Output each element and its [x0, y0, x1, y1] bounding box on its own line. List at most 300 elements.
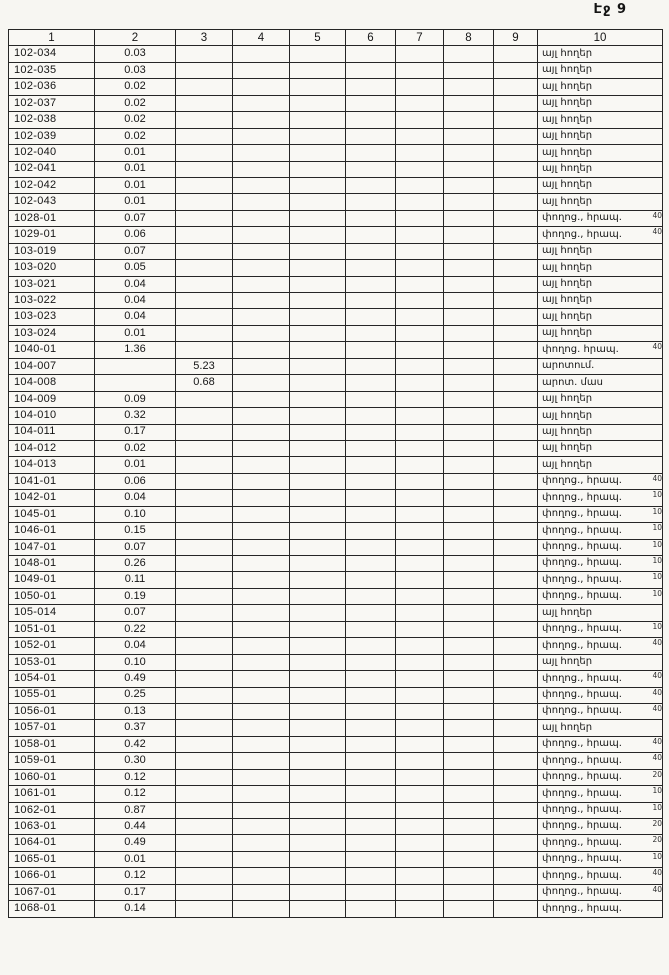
- page-number-label: Էջ 9: [593, 2, 627, 17]
- margin-note: 10: [652, 802, 662, 812]
- cell-col5: [290, 128, 346, 144]
- cell-col7: [396, 227, 444, 243]
- table-row: [9, 884, 663, 900]
- cell-col8: [444, 605, 494, 621]
- cell-col3: [176, 851, 233, 867]
- cell-col7: [396, 145, 444, 161]
- margin-note: 10: [652, 588, 662, 598]
- cell-col6: [346, 786, 396, 802]
- cell-col6: [346, 62, 396, 78]
- cell-col4: [233, 703, 290, 719]
- cell-col2: 0.01: [95, 177, 176, 193]
- column-header-8: 8: [444, 30, 494, 46]
- cell-col1: 104-013: [9, 457, 95, 473]
- cell-col9: [494, 210, 538, 226]
- cell-col8: [444, 523, 494, 539]
- cell-col8: [444, 556, 494, 572]
- cell-col5: [290, 227, 346, 243]
- cell-col10: այլ հողեր: [538, 194, 663, 210]
- cell-col8: [444, 884, 494, 900]
- cell-col9: [494, 884, 538, 900]
- cell-col8: [444, 194, 494, 210]
- cell-col9: [494, 260, 538, 276]
- cell-col2: 0.12: [95, 769, 176, 785]
- cell-col6: [346, 473, 396, 489]
- table-row: [9, 391, 663, 407]
- cell-col6: [346, 736, 396, 752]
- cell-col5: [290, 457, 346, 473]
- cell-col3: [176, 621, 233, 637]
- cell-col1: 1059-01: [9, 753, 95, 769]
- cell-col6: [346, 556, 396, 572]
- cell-col2: 0.05: [95, 260, 176, 276]
- cell-col9: [494, 276, 538, 292]
- cell-col5: [290, 703, 346, 719]
- cell-col5: [290, 588, 346, 604]
- cell-col2: 0.02: [95, 440, 176, 456]
- cell-col3: [176, 490, 233, 506]
- cell-col5: [290, 868, 346, 884]
- cell-col3: [176, 227, 233, 243]
- cell-col7: [396, 325, 444, 341]
- cell-col10: այլ հողեր: [538, 145, 663, 161]
- table-row: [9, 112, 663, 128]
- cell-col2: 0.42: [95, 736, 176, 752]
- cell-col7: [396, 654, 444, 670]
- cell-col3: [176, 539, 233, 555]
- cell-col3: [176, 786, 233, 802]
- table-row: [9, 605, 663, 621]
- cell-col4: [233, 243, 290, 259]
- margin-note: 40: [652, 473, 662, 483]
- margin-note: 40: [652, 227, 662, 237]
- cell-col9: [494, 342, 538, 358]
- table-row: [9, 819, 663, 835]
- cell-col4: [233, 736, 290, 752]
- cell-col9: [494, 293, 538, 309]
- cell-col4: [233, 161, 290, 177]
- cell-col4: [233, 227, 290, 243]
- cell-col9: [494, 605, 538, 621]
- cell-col2: 0.22: [95, 621, 176, 637]
- table-row: [9, 490, 663, 506]
- cell-col10: այլ հողեր: [538, 128, 663, 144]
- cell-col7: [396, 539, 444, 555]
- table-row: [9, 539, 663, 555]
- cell-col1: 1064-01: [9, 835, 95, 851]
- cell-col10: այլ հողեր: [538, 654, 663, 670]
- cell-col1: 1061-01: [9, 786, 95, 802]
- cell-col7: [396, 391, 444, 407]
- table-row: [9, 786, 663, 802]
- cell-col9: [494, 194, 538, 210]
- cell-col9: [494, 539, 538, 555]
- cell-col7: [396, 753, 444, 769]
- cell-col5: [290, 556, 346, 572]
- table-row: [9, 621, 663, 637]
- cell-col7: [396, 901, 444, 917]
- cell-col5: [290, 901, 346, 917]
- cell-col3: [176, 802, 233, 818]
- cell-col2: 1.36: [95, 342, 176, 358]
- cell-col3: [176, 293, 233, 309]
- cell-col3: [176, 408, 233, 424]
- cell-col5: [290, 210, 346, 226]
- cell-col1: 1054-01: [9, 671, 95, 687]
- cell-col1: 1063-01: [9, 819, 95, 835]
- cell-col8: [444, 79, 494, 95]
- cell-col9: [494, 490, 538, 506]
- cell-col9: [494, 62, 538, 78]
- cell-col9: [494, 177, 538, 193]
- cell-col4: [233, 112, 290, 128]
- cell-col6: [346, 227, 396, 243]
- column-header-1: 1: [9, 30, 95, 46]
- cell-col9: [494, 720, 538, 736]
- cell-col1: 1047-01: [9, 539, 95, 555]
- cell-col7: [396, 621, 444, 637]
- cell-col4: [233, 391, 290, 407]
- table-row: [9, 309, 663, 325]
- cell-col1: 102-042: [9, 177, 95, 193]
- cell-col7: [396, 293, 444, 309]
- cell-col8: [444, 325, 494, 341]
- cell-col1: 1055-01: [9, 687, 95, 703]
- cell-col2: 0.04: [95, 490, 176, 506]
- cell-col10: արոտ. մաս: [538, 375, 663, 391]
- cell-col7: [396, 358, 444, 374]
- cell-col9: [494, 654, 538, 670]
- cell-col3: [176, 605, 233, 621]
- cell-col9: [494, 523, 538, 539]
- cell-col3: 0.68: [176, 375, 233, 391]
- table-row: [9, 506, 663, 522]
- cell-col7: [396, 703, 444, 719]
- cell-col9: [494, 473, 538, 489]
- cell-col5: [290, 605, 346, 621]
- table-row: [9, 128, 663, 144]
- cell-col2: 0.06: [95, 227, 176, 243]
- cell-col3: [176, 572, 233, 588]
- cell-col10: փողոց., հրապ. 40: [538, 473, 663, 489]
- cell-col4: [233, 687, 290, 703]
- table-row: [9, 473, 663, 489]
- cell-col4: [233, 539, 290, 555]
- column-header-5: 5: [290, 30, 346, 46]
- cell-col5: [290, 260, 346, 276]
- cell-col6: [346, 835, 396, 851]
- cell-col10: փողոց., հրապ. 10: [538, 802, 663, 818]
- cell-col9: [494, 506, 538, 522]
- cell-col8: [444, 851, 494, 867]
- cell-col4: [233, 556, 290, 572]
- cell-col4: [233, 62, 290, 78]
- table-row: [9, 342, 663, 358]
- cell-col2: 0.06: [95, 473, 176, 489]
- cell-col2: 0.04: [95, 309, 176, 325]
- cell-col8: [444, 473, 494, 489]
- cell-col6: [346, 901, 396, 917]
- cell-col8: [444, 621, 494, 637]
- cell-col5: [290, 342, 346, 358]
- cell-col6: [346, 128, 396, 144]
- cell-col9: [494, 95, 538, 111]
- cell-col3: [176, 523, 233, 539]
- margin-note: 10: [652, 490, 662, 500]
- cell-col9: [494, 440, 538, 456]
- cell-col6: [346, 703, 396, 719]
- cell-col9: [494, 46, 538, 62]
- cell-col8: [444, 901, 494, 917]
- cell-col5: [290, 243, 346, 259]
- cell-col3: [176, 194, 233, 210]
- cell-col1: 102-039: [9, 128, 95, 144]
- cell-col8: [444, 375, 494, 391]
- column-header-9: 9: [494, 30, 538, 46]
- cell-col6: [346, 572, 396, 588]
- cell-col4: [233, 210, 290, 226]
- cell-col2: 0.02: [95, 95, 176, 111]
- cell-col8: [444, 161, 494, 177]
- cell-col9: [494, 375, 538, 391]
- cell-col2: 0.15: [95, 523, 176, 539]
- table-row: [9, 177, 663, 193]
- cell-col10: այլ հողեր: [538, 46, 663, 62]
- margin-note: 40: [652, 868, 662, 878]
- cell-col1: 104-011: [9, 424, 95, 440]
- cell-col1: 103-021: [9, 276, 95, 292]
- cell-col6: [346, 424, 396, 440]
- table-row: [9, 210, 663, 226]
- cell-col9: [494, 851, 538, 867]
- cell-col4: [233, 177, 290, 193]
- cell-col1: 1053-01: [9, 654, 95, 670]
- cell-col5: [290, 523, 346, 539]
- cell-col7: [396, 588, 444, 604]
- cell-col9: [494, 868, 538, 884]
- column-header-10: 10: [538, 30, 663, 46]
- cell-col7: [396, 868, 444, 884]
- cell-col7: [396, 786, 444, 802]
- cell-col9: [494, 227, 538, 243]
- cell-col9: [494, 671, 538, 687]
- cell-col7: [396, 884, 444, 900]
- cell-col3: [176, 62, 233, 78]
- cell-col7: [396, 161, 444, 177]
- table-row: [9, 556, 663, 572]
- table-row: [9, 654, 663, 670]
- cell-col10: փողոց., հրապ. 40: [538, 638, 663, 654]
- cell-col7: [396, 671, 444, 687]
- cell-col7: [396, 523, 444, 539]
- cell-col9: [494, 391, 538, 407]
- cell-col1: 1062-01: [9, 802, 95, 818]
- cell-col2: 0.01: [95, 194, 176, 210]
- cell-col10: այլ հողեր: [538, 457, 663, 473]
- cell-col5: [290, 276, 346, 292]
- table-row: [9, 243, 663, 259]
- margin-note: 40: [652, 703, 662, 713]
- cell-col9: [494, 325, 538, 341]
- cell-col3: [176, 868, 233, 884]
- cell-col10: այլ հողեր: [538, 325, 663, 341]
- cell-col3: [176, 79, 233, 95]
- cell-col7: [396, 556, 444, 572]
- cell-col5: [290, 506, 346, 522]
- cell-col2: 0.37: [95, 720, 176, 736]
- cell-col4: [233, 309, 290, 325]
- cell-col9: [494, 243, 538, 259]
- cell-col2: 0.02: [95, 128, 176, 144]
- cell-col8: [444, 572, 494, 588]
- cell-col9: [494, 309, 538, 325]
- cell-col9: [494, 621, 538, 637]
- cell-col1: 1040-01: [9, 342, 95, 358]
- cell-col4: [233, 375, 290, 391]
- cell-col9: [494, 736, 538, 752]
- cell-col7: [396, 802, 444, 818]
- cell-col6: [346, 457, 396, 473]
- table-row: [9, 62, 663, 78]
- table-row: [9, 95, 663, 111]
- cell-col10: փողոց., հրապ. 40: [538, 753, 663, 769]
- cell-col9: [494, 819, 538, 835]
- cell-col10: այլ հողեր: [538, 62, 663, 78]
- table-row: [9, 753, 663, 769]
- cell-col3: [176, 835, 233, 851]
- cell-col9: [494, 769, 538, 785]
- cell-col10: այլ հողեր: [538, 276, 663, 292]
- cell-col7: [396, 276, 444, 292]
- cell-col3: [176, 391, 233, 407]
- cell-col2: 0.25: [95, 687, 176, 703]
- cell-col8: [444, 802, 494, 818]
- cell-col1: 102-037: [9, 95, 95, 111]
- cell-col5: [290, 145, 346, 161]
- cell-col4: [233, 835, 290, 851]
- cell-col1: 104-009: [9, 391, 95, 407]
- cell-col7: [396, 506, 444, 522]
- cell-col5: [290, 835, 346, 851]
- cell-col8: [444, 424, 494, 440]
- cell-col3: [176, 884, 233, 900]
- cell-col4: [233, 523, 290, 539]
- cell-col2: 0.04: [95, 638, 176, 654]
- cell-col2: 0.11: [95, 572, 176, 588]
- cell-col10: փողոց., հրապ. 10: [538, 506, 663, 522]
- table-row: [9, 440, 663, 456]
- cell-col6: [346, 851, 396, 867]
- cell-col8: [444, 243, 494, 259]
- cell-col4: [233, 342, 290, 358]
- cell-col5: [290, 325, 346, 341]
- table-row: [9, 194, 663, 210]
- cell-col1: 103-024: [9, 325, 95, 341]
- cell-col4: [233, 276, 290, 292]
- cell-col7: [396, 408, 444, 424]
- cell-col9: [494, 457, 538, 473]
- table-row: [9, 720, 663, 736]
- cell-col2: 0.10: [95, 654, 176, 670]
- cell-col7: [396, 260, 444, 276]
- cell-col6: [346, 293, 396, 309]
- cell-col5: [290, 293, 346, 309]
- cell-col9: [494, 786, 538, 802]
- cell-col9: [494, 753, 538, 769]
- cell-col6: [346, 539, 396, 555]
- cell-col5: [290, 112, 346, 128]
- cell-col2: 0.01: [95, 145, 176, 161]
- cell-col3: [176, 720, 233, 736]
- cell-col2: 0.09: [95, 391, 176, 407]
- cell-col9: [494, 901, 538, 917]
- cell-col1: 103-023: [9, 309, 95, 325]
- cell-col2: 0.87: [95, 802, 176, 818]
- cell-col2: 0.02: [95, 112, 176, 128]
- cell-col2: 0.01: [95, 457, 176, 473]
- cell-col3: [176, 276, 233, 292]
- cell-col4: [233, 424, 290, 440]
- cell-col1: 1052-01: [9, 638, 95, 654]
- cell-col10: փողոց., հրապ. 40: [538, 210, 663, 226]
- cell-col9: [494, 408, 538, 424]
- margin-note: 40: [652, 753, 662, 763]
- cell-col6: [346, 210, 396, 226]
- cell-col2: 0.07: [95, 605, 176, 621]
- cell-col8: [444, 128, 494, 144]
- cell-col2: [95, 358, 176, 374]
- cell-col1: 102-041: [9, 161, 95, 177]
- cell-col10: արոտում.: [538, 358, 663, 374]
- table-row: [9, 457, 663, 473]
- cell-col1: 103-022: [9, 293, 95, 309]
- table-row: [9, 424, 663, 440]
- cell-col7: [396, 342, 444, 358]
- cell-col1: 102-038: [9, 112, 95, 128]
- cell-col7: [396, 572, 444, 588]
- cell-col7: [396, 309, 444, 325]
- cell-col5: [290, 786, 346, 802]
- table-row: [9, 375, 663, 391]
- cell-col2: 0.14: [95, 901, 176, 917]
- cell-col9: [494, 588, 538, 604]
- table-row: [9, 671, 663, 687]
- cell-col8: [444, 112, 494, 128]
- cell-col10: փողոց., հրապ.: [538, 901, 663, 917]
- cell-col3: [176, 128, 233, 144]
- cell-col8: [444, 293, 494, 309]
- cell-col2: [95, 375, 176, 391]
- cell-col1: 102-035: [9, 62, 95, 78]
- cell-col3: [176, 309, 233, 325]
- cell-col4: [233, 868, 290, 884]
- cell-col5: [290, 473, 346, 489]
- cell-col4: [233, 588, 290, 604]
- cell-col10: այլ հողեր: [538, 440, 663, 456]
- cell-col10: փողոց., հրապ. 10: [538, 523, 663, 539]
- cell-col3: [176, 95, 233, 111]
- table-row: [9, 868, 663, 884]
- cell-col10: փողոց., հրապ. 20: [538, 835, 663, 851]
- cell-col7: [396, 835, 444, 851]
- cell-col6: [346, 621, 396, 637]
- cell-col2: 0.04: [95, 276, 176, 292]
- cell-col1: 1051-01: [9, 621, 95, 637]
- cell-col10: փողոց. հրապ. 40: [538, 342, 663, 358]
- cell-col3: [176, 243, 233, 259]
- cell-col1: 1029-01: [9, 227, 95, 243]
- cell-col3: [176, 342, 233, 358]
